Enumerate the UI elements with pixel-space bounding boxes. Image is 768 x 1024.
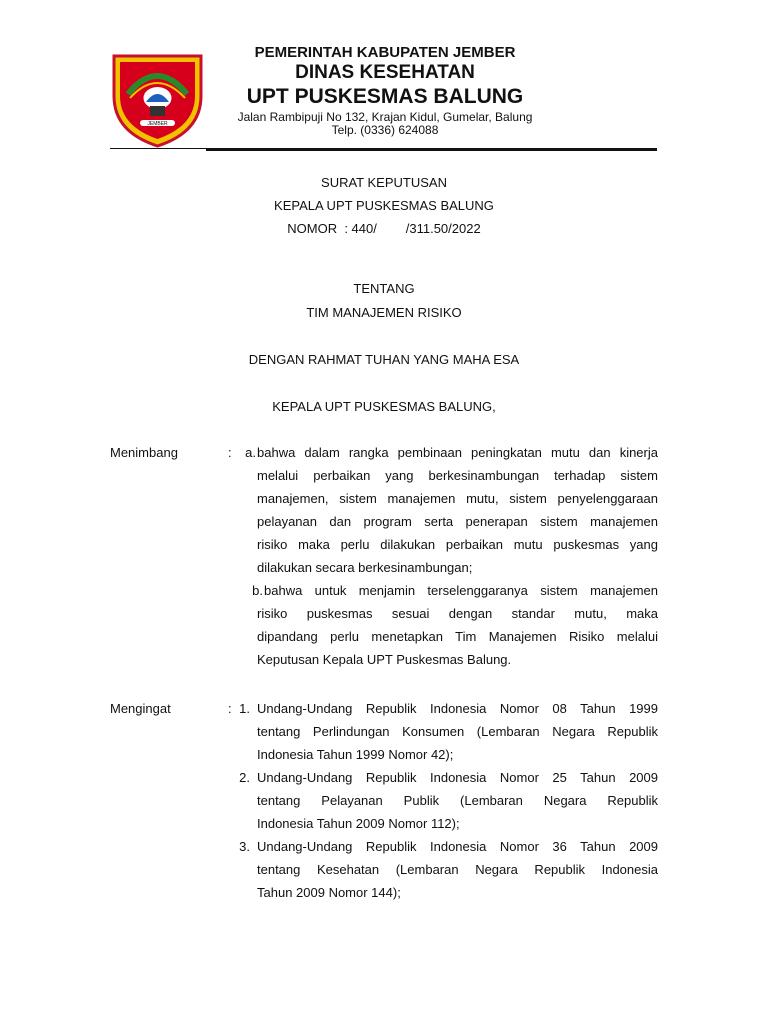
- menimbang-marker-a: a.: [245, 445, 256, 460]
- letterhead-phone: Telp. (0336) 624088: [331, 123, 439, 137]
- letterhead-agency: DINAS KESEHATAN: [295, 62, 475, 83]
- text-line: tentang Perlindungan Konsumen (Lembaran Negara Republik: [257, 724, 658, 739]
- menimbang-item-b: [264, 579, 658, 602]
- mengingat-colon: :: [228, 701, 232, 716]
- text-line: melalui perbaikan yang berkesinambungan terhadap sistem: [257, 468, 658, 483]
- mengingat-label: Mengingat: [110, 701, 171, 716]
- text-line: dilakukan secara berkesinambungan;: [257, 560, 473, 575]
- text-line: bahwa untuk menjamin terselenggaranya sistem manajemen: [264, 583, 658, 598]
- text-line: risiko maka perlu dilakukan perbaikan mutu puskesmas yang: [257, 537, 658, 552]
- mengingat-marker-1: 1.: [239, 701, 250, 716]
- mengingat-item-2: [257, 766, 658, 835]
- letterhead-unit: UPT PUSKESMAS BALUNG: [246, 85, 524, 108]
- document-number: NOMOR : 440/ /311.50/2022: [287, 221, 481, 236]
- text-line: Indonesia Tahun 2009 Nomor 112);: [257, 816, 460, 831]
- authority-line: KEPALA UPT PUSKESMAS BALUNG,: [272, 399, 496, 414]
- text-line: tentang Pelayanan Publik (Lembaran Negara Republik: [257, 793, 658, 808]
- menimbang-colon: :: [228, 445, 232, 460]
- text-line: tentang Kesehatan (Lembaran Negara Republik Indonesia: [257, 862, 658, 877]
- text-line: manajemen, sistem manajemen mutu, sistem penyelenggaraan: [257, 491, 658, 506]
- menimbang-item-b-cont: [257, 602, 658, 671]
- menimbang-marker-b: b.: [252, 583, 263, 598]
- text-line: pelayanan dan program serta penerapan sistem manajemen: [257, 514, 658, 529]
- logo-text: JEMBER: [147, 121, 168, 127]
- document-issuer: KEPALA UPT PUSKESMAS BALUNG: [274, 198, 494, 213]
- about-label: TENTANG: [353, 281, 415, 296]
- mengingat-marker-3: 3.: [239, 839, 250, 854]
- document-title: SURAT KEPUTUSAN: [321, 175, 447, 190]
- document-subject: TIM MANAJEMEN RISIKO: [306, 305, 462, 320]
- mengingat-item-1: [257, 697, 658, 766]
- text-line: risiko puskesmas sesuai dengan standar mutu, maka: [257, 606, 658, 621]
- mengingat-marker-2: 2.: [239, 770, 250, 785]
- menimbang-label: Menimbang: [110, 445, 178, 460]
- text-line: Undang-Undang Republik Indonesia Nomor 36 Tahun 2009: [257, 839, 658, 854]
- text-line: Undang-Undang Republik Indonesia Nomor 08 Tahun 1999: [257, 701, 658, 716]
- mengingat-item-3: [257, 835, 658, 904]
- text-line: bahwa dalam rangka pembinaan peningkatan mutu dan kinerja: [257, 445, 658, 460]
- text-line: Tahun 2009 Nomor 144);: [257, 885, 401, 900]
- regency-logo: [110, 48, 205, 150]
- text-line: dipandang perlu menetapkan Tim Manajemen Risiko melalui: [257, 629, 658, 644]
- letterhead-address: Jalan Rambipuji No 132, Krajan Kidul, Gumelar, Balung: [237, 110, 533, 124]
- letterhead-rule-thin: [110, 148, 206, 149]
- letterhead-government: PEMERINTAH KABUPATEN JEMBER: [254, 44, 516, 61]
- letterhead-rule: [206, 148, 657, 151]
- text-line: Indonesia Tahun 1999 Nomor 42);: [257, 747, 454, 762]
- text-line: Keputusan Kepala UPT Puskesmas Balung.: [257, 652, 512, 667]
- menimbang-item-a: [257, 441, 658, 579]
- invocation: DENGAN RAHMAT TUHAN YANG MAHA ESA: [248, 352, 520, 367]
- text-line: Undang-Undang Republik Indonesia Nomor 25 Tahun 2009: [257, 770, 658, 785]
